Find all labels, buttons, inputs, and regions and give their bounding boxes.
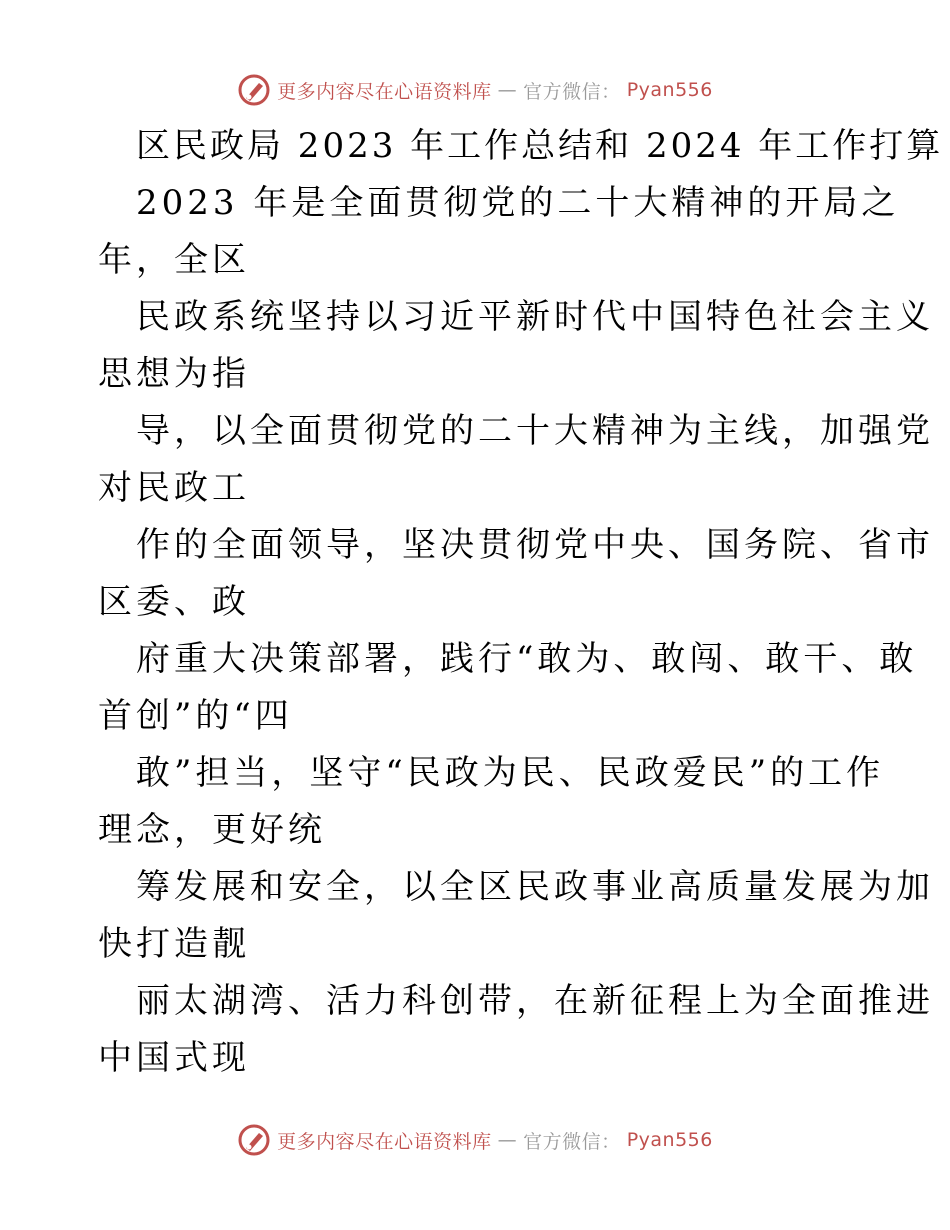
watermark-wechat-id: Pyan556 (626, 1129, 713, 1151)
watermark-wechat-label: 官方微信： (523, 80, 621, 103)
text-line: 年，全区 (98, 240, 250, 280)
watermark-banner-bottom (0, 1120, 950, 1160)
text-line: 民政系统坚持以习近平新时代中国特色社会主义 (136, 297, 934, 337)
watermark-wechat-label: 官方微信： (523, 1130, 621, 1153)
text-line: 2023 年是全面贯彻党的二十大精神的开局之 (136, 183, 900, 223)
watermark-wechat-id: Pyan556 (626, 79, 713, 101)
watermark-dash: — (497, 1129, 518, 1151)
watermark-brand: 更多内容尽在心语资料库 (277, 80, 492, 103)
text-line: 思想为指 (98, 354, 250, 394)
text-line: 作的全面领导，坚决贯彻党中央、国务院、省市 (136, 525, 934, 565)
watermark-dash: — (497, 79, 518, 101)
text-line: 敢”担当，坚守“民政为民、民政爱民”的工作 (136, 753, 885, 793)
text-line: 导，以全面贯彻党的二十大精神为主线，加强党 (136, 411, 934, 451)
text-line: 首创”的“四 (98, 696, 293, 736)
text-line: 中国式现 (98, 1038, 250, 1078)
pen-logo-icon (237, 73, 271, 107)
text-line: 丽太湖湾、活力科创带，在新征程上为全面推进 (136, 981, 934, 1021)
watermark-banner-top (0, 70, 950, 110)
text-line: 理念，更好统 (98, 810, 326, 850)
document-title: 区民政局 2023 年工作总结和 2024 年工作打算 (136, 126, 944, 166)
pen-logo-icon (237, 1123, 271, 1157)
watermark-brand: 更多内容尽在心语资料库 (277, 1130, 492, 1153)
text-line: 对民政工 (98, 468, 250, 508)
text-line: 区委、政 (98, 582, 250, 622)
document-body (98, 118, 944, 1087)
text-line: 快打造靓 (98, 924, 250, 964)
text-line: 府重大决策部署，践行“敢为、敢闯、敢干、敢 (136, 639, 918, 679)
text-line: 筹发展和安全，以全区民政事业高质量发展为加 (136, 867, 934, 907)
